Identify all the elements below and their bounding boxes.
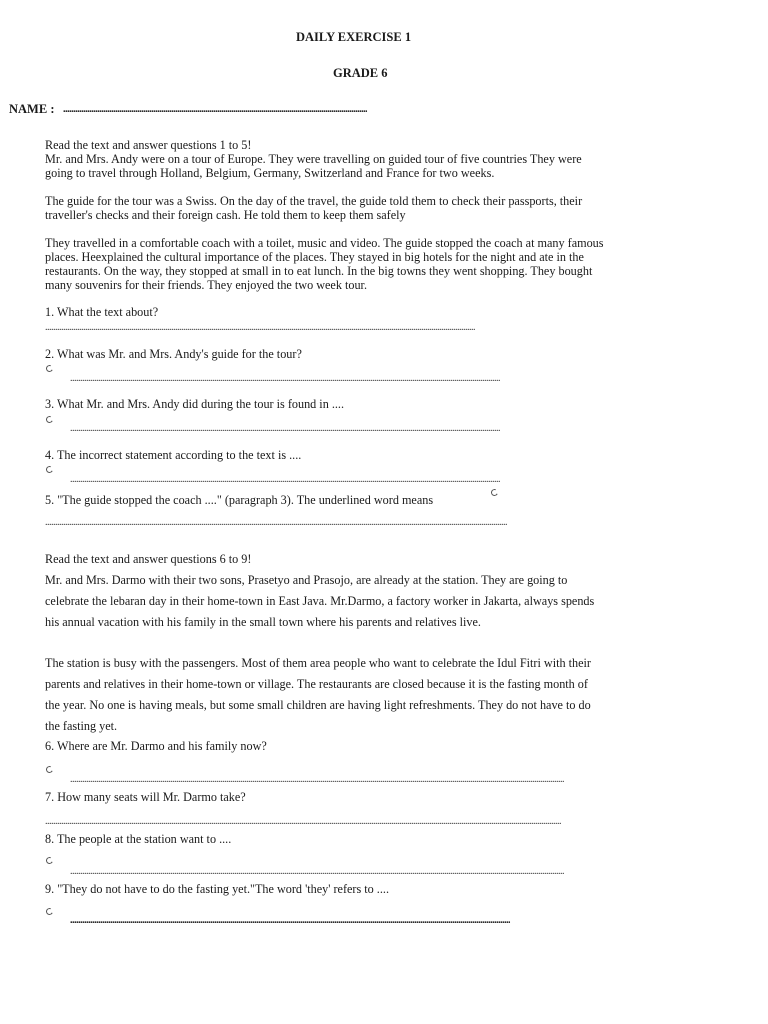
section2-paragraph1-line: Mr. and Mrs. Darmo with their two sons, Prasetyo and Prasojo, are already at the station. They are going to bbox=[45, 573, 568, 587]
section1-paragraph3-line: many souvenirs for their friends. They enjoyed the two week tour. bbox=[45, 278, 367, 292]
section1-paragraph1-line: going to travel through Holland, Belgium, Germany, Switzerland and France for two weeks. bbox=[45, 166, 495, 180]
answer-line-4[interactable]: ....................................................................................................................................................................................................................... bbox=[70, 474, 500, 485]
question-8: 8. The people at the station want to .... bbox=[45, 832, 232, 846]
radio-icon[interactable] bbox=[490, 488, 499, 497]
radio-icon[interactable] bbox=[45, 465, 54, 474]
answer-line-8[interactable]: ....................................................................................................................................................................................................................................................... bbox=[70, 866, 564, 877]
section1-paragraph2-line: The guide for the tour was a Swiss. On the day of the travel, the guide told them to check their passports, their bbox=[45, 194, 583, 208]
section2-paragraph2-line: the fasting yet. bbox=[45, 719, 118, 733]
radio-icon[interactable] bbox=[45, 364, 54, 373]
page-title: DAILY EXERCISE 1 bbox=[296, 30, 412, 44]
answer-line-9[interactable]: ............................................................................................................................................................................................................................ bbox=[70, 915, 510, 926]
section1-paragraph3-line: restaurants. On the way, they stopped at small in to eat lunch. In the big towns they went shopping. They bought bbox=[45, 264, 593, 278]
section1-paragraph3-line: places. Heexplained the cultural importance of the places. They stayed in big hotels for the night and ate in the bbox=[45, 250, 584, 264]
radio-icon[interactable] bbox=[45, 415, 54, 424]
question-5: 5. "The guide stopped the coach ...." (paragraph 3). The underlined word means bbox=[45, 493, 434, 507]
name-field[interactable]: ........................................................................................................................................................ bbox=[63, 104, 367, 115]
grade-label: GRADE 6 bbox=[333, 66, 388, 80]
question-3: 3. What Mr. and Mrs. Andy did during the tour is found in .... bbox=[45, 397, 345, 411]
section2-paragraph1-line: his annual vacation with his family in the small town where his parents and relatives live. bbox=[45, 615, 481, 629]
answer-line-7[interactable]: .................................................................................................................................................................................................................................................................. bbox=[45, 816, 561, 827]
section1-paragraph3-line: They travelled in a comfortable coach with a toilet, music and video. The guide stopped the coach at many famous bbox=[45, 236, 604, 250]
answer-line-5[interactable]: ....................................................................................................................................................................................................................................... bbox=[45, 517, 507, 528]
section2-paragraph2-line: The station is busy with the passengers. Most of them area people who want to celebrate the Idul Fitri with their bbox=[45, 656, 591, 670]
question-2: 2. What was Mr. and Mrs. Andy's guide for the tour? bbox=[45, 347, 302, 361]
question-6: 6. Where are Mr. Darmo and his family now? bbox=[45, 739, 267, 753]
section2-paragraph2-line: the year. No one is having meals, but some small children are having light refreshments. They do not have to do bbox=[45, 698, 591, 712]
answer-line-1[interactable]: ....................................................................................................................................................................................................................... bbox=[45, 322, 475, 333]
answer-line-6[interactable]: ....................................................................................................................................................................................................................................................... bbox=[70, 774, 564, 785]
section1-paragraph2-line: traveller's checks and their foreign cash. He told them to keep them safely bbox=[45, 208, 406, 222]
question-1: 1. What the text about? bbox=[45, 305, 159, 319]
question-7: 7. How many seats will Mr. Darmo take? bbox=[45, 790, 246, 804]
answer-line-2[interactable]: ....................................................................................................................................................................................................................... bbox=[70, 373, 500, 384]
radio-icon[interactable] bbox=[45, 856, 54, 865]
section1-instruction: Read the text and answer questions 1 to 5! bbox=[45, 138, 252, 152]
radio-icon[interactable] bbox=[45, 765, 54, 774]
question-4: 4. The incorrect statement according to the text is .... bbox=[45, 448, 302, 462]
radio-icon[interactable] bbox=[45, 907, 54, 916]
section1-paragraph1-line: Mr. and Mrs. Andy were on a tour of Europe. They were travelling on guided tour of five countries They were bbox=[45, 152, 582, 166]
section2-instruction: Read the text and answer questions 6 to 9! bbox=[45, 552, 252, 566]
section2-paragraph1-line: celebrate the lebaran day in their home-town in East Java. Mr.Darmo, a factory worker in Jakarta, always spends bbox=[45, 594, 595, 608]
question-9: 9. "They do not have to do the fasting yet."The word 'they' refers to .... bbox=[45, 882, 389, 896]
answer-line-3[interactable]: ....................................................................................................................................................................................................................... bbox=[70, 423, 500, 434]
name-label: NAME : bbox=[9, 102, 55, 116]
section2-paragraph2-line: parents and relatives in their home-town or village. The restaurants are closed because it is the fasting month of bbox=[45, 677, 588, 691]
